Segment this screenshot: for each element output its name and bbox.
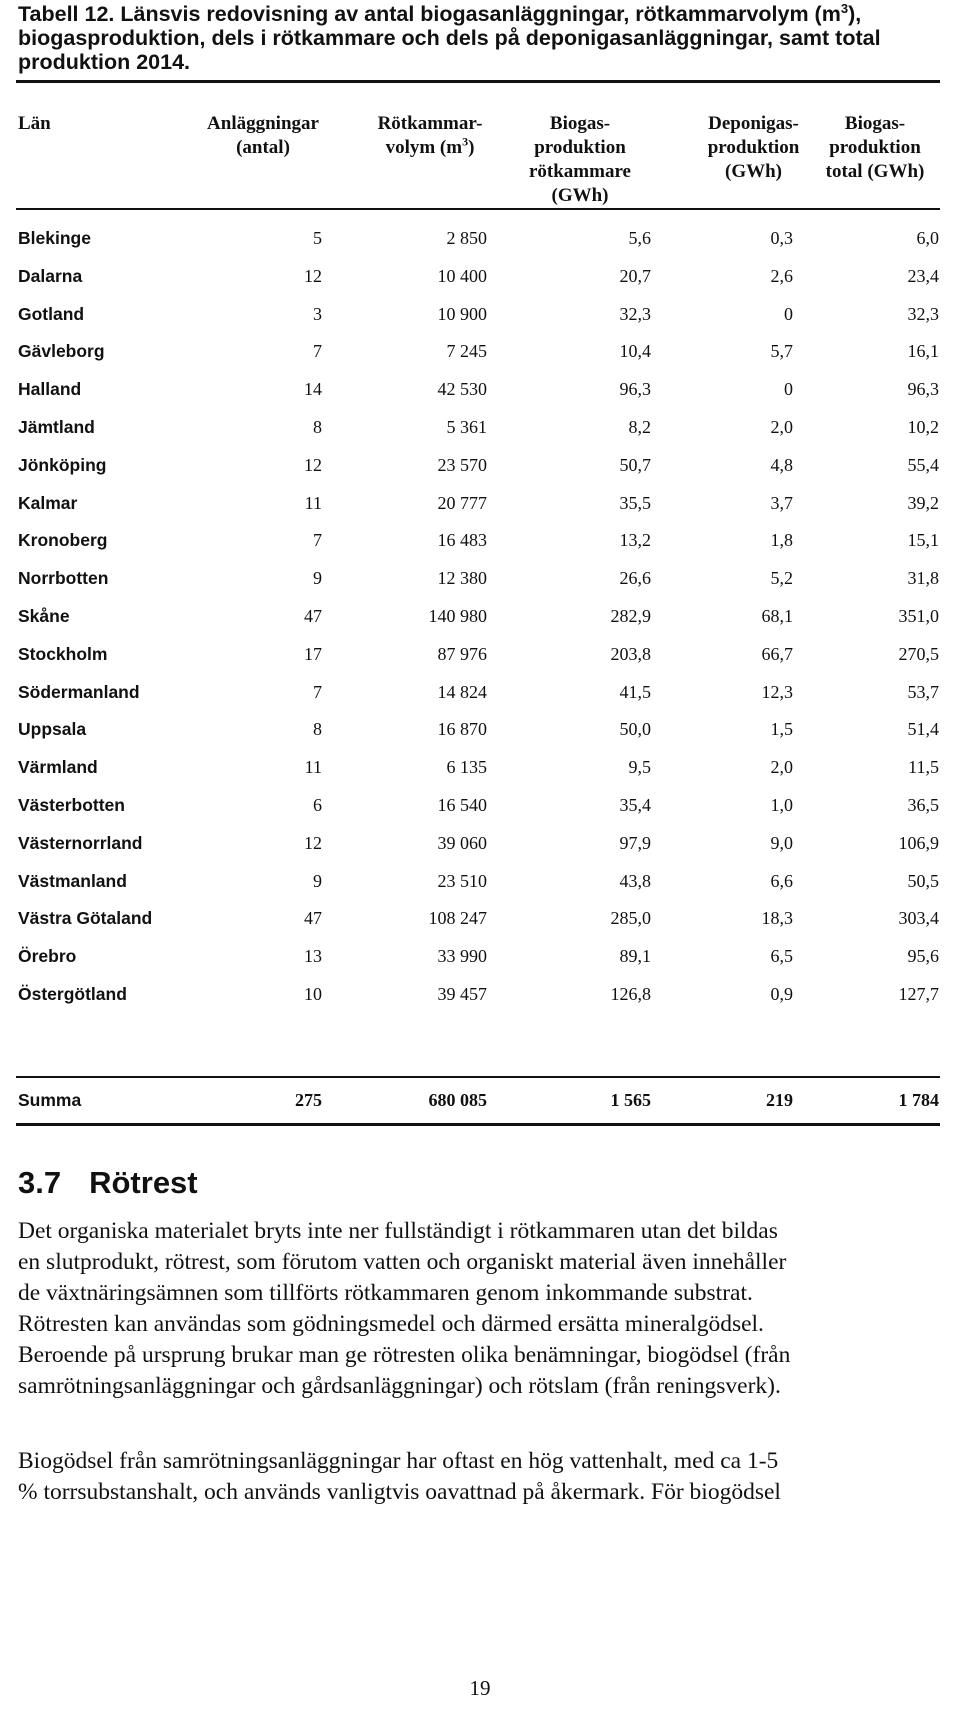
table-row <box>0 861 960 901</box>
sum-rotkammarvolym: 680 085 <box>428 1090 487 1110</box>
table-row <box>0 558 960 598</box>
sum-biogas-rotkammare: 1 565 <box>610 1090 651 1110</box>
caption-line-3: produktion 2014. <box>18 50 191 74</box>
biogas-total-cell: 55,4 <box>907 454 939 475</box>
rotkammarvolym-cell: 10 900 <box>437 303 487 324</box>
sum-label: Summa <box>18 1090 82 1110</box>
biogas-rotkammare-cell: 10,4 <box>619 341 651 362</box>
biogas-rotkammare-cell: 89,1 <box>619 946 651 967</box>
deponigas-cell: 66,7 <box>761 643 793 664</box>
biogas-rotkammare-cell: 41,5 <box>619 681 651 702</box>
county-name: Kalmar <box>18 492 78 513</box>
county-name: Skåne <box>18 606 70 626</box>
anlaggningar-cell: 12 <box>304 454 322 475</box>
biogas-rotkammare-cell: 13,2 <box>619 530 651 551</box>
rotkammarvolym-cell: 33 990 <box>437 946 487 967</box>
rotkammarvolym-cell: 20 777 <box>437 492 487 513</box>
table-row <box>0 898 960 938</box>
sum-anlaggningar: 275 <box>295 1090 322 1110</box>
deponigas-cell: 0 <box>784 379 793 400</box>
biogas-total-cell: 15,1 <box>907 530 939 551</box>
biogas-rotkammare-cell: 50,7 <box>619 454 651 475</box>
rotkammarvolym-cell: 5 361 <box>446 417 487 437</box>
biogas-total-cell: 10,2 <box>907 417 939 437</box>
biogas-total-cell: 106,9 <box>898 832 939 853</box>
rotkammarvolym-cell: 16 483 <box>437 530 487 551</box>
rotkammarvolym-cell: 12 380 <box>437 568 487 589</box>
header-rotkammarvolym: Rötkammar- volym $(m^3)$ <box>377 113 483 158</box>
table-bottom-rule <box>16 1123 940 1126</box>
table-row <box>0 936 960 976</box>
biogas-rotkammare-cell: 285,0 <box>610 908 651 929</box>
anlaggningar-cell: 7 <box>313 341 322 362</box>
rotkammarvolym-cell: 87 976 <box>437 643 487 664</box>
county-name: Örebro <box>18 946 77 967</box>
county-name: Stockholm <box>18 643 108 664</box>
anlaggningar-cell: 7 <box>313 681 322 702</box>
sum-deponigas: 219 <box>766 1090 793 1110</box>
biogas-rotkammare-cell: 97,9 <box>619 832 651 853</box>
biogas-rotkammare-cell: 20,7 <box>619 265 651 286</box>
table-row <box>0 407 960 447</box>
biogas-rotkammare-cell: 26,6 <box>619 568 651 589</box>
rotkammarvolym-cell: 140 980 <box>428 606 487 626</box>
biogas-rotkammare-cell: 50,0 <box>619 719 651 740</box>
section-heading <box>18 1163 198 1203</box>
deponigas-cell: 5,7 <box>770 341 793 362</box>
anlaggningar-cell: 5 <box>313 228 322 248</box>
rotkammarvolym-cell: 23 510 <box>437 870 487 891</box>
anlaggningar-cell: 3 <box>313 303 322 324</box>
biogas-total-cell: 96,3 <box>907 379 939 400</box>
caption-line-1: Tabell 12. Länsvis redovisning av antal biogasanläggningar, rötkammarvolym $(m^3)$, <box>18 0 862 26</box>
table-row <box>0 974 960 1014</box>
header-deponigas: Deponigas- produktion (GWh) <box>707 113 800 182</box>
biogas-total-cell: 36,5 <box>907 795 939 815</box>
table-row <box>0 445 960 485</box>
rotkammarvolym-cell: 42 530 <box>437 379 487 400</box>
deponigas-cell: 1,8 <box>770 530 793 551</box>
deponigas-cell: 9,0 <box>770 832 793 853</box>
biogas-rotkammare-cell: 32,3 <box>619 303 651 324</box>
table-row <box>0 331 960 371</box>
county-name: Västmanland <box>18 870 127 891</box>
anlaggningar-cell: 14 <box>304 379 322 400</box>
rotkammarvolym-cell: 2 850 <box>446 228 487 248</box>
paragraph-1 <box>18 1216 948 1402</box>
county-name: Kronoberg <box>18 530 108 551</box>
rotkammarvolym-cell: 6 135 <box>446 757 487 778</box>
table-caption <box>18 2 938 74</box>
anlaggningar-cell: 9 <box>313 870 322 891</box>
biogas-total-cell: 39,2 <box>907 492 939 513</box>
county-name: Gotland <box>18 303 85 324</box>
paragraph-line: samrötningsanläggningar och gårdsanläggningar) och rötslam (från reningsverk). <box>18 1373 781 1399</box>
header-lan: Län <box>18 113 51 134</box>
deponigas-cell: 0,3 <box>770 228 793 248</box>
table-row <box>0 294 960 334</box>
biogas-total-cell: 351,0 <box>898 606 939 626</box>
anlaggningar-cell: 8 <box>313 719 322 740</box>
biogas-total-cell: 270,5 <box>898 643 939 664</box>
biogas-total-cell: 11,5 <box>908 757 939 778</box>
deponigas-cell: 6,6 <box>770 870 793 891</box>
deponigas-cell: 5,2 <box>770 568 793 589</box>
anlaggningar-cell: 47 <box>304 606 322 626</box>
county-name: Östergötland <box>18 984 127 1004</box>
deponigas-cell: 1,5 <box>770 719 793 740</box>
biogas-rotkammare-cell: 35,5 <box>619 492 651 513</box>
paragraph-line: Beroende på ursprung brukar man ge rötresten olika benämningar, biogödsel (från <box>18 1342 791 1368</box>
table-header-rule <box>16 208 940 210</box>
table-row <box>0 785 960 825</box>
anlaggningar-cell: 12 <box>304 832 322 853</box>
biogas-total-cell: 50,5 <box>907 870 939 891</box>
biogas-rotkammare-cell: 282,9 <box>610 606 651 626</box>
sum-biogas-total: 1 784 <box>898 1090 939 1110</box>
biogas-total-cell: 23,4 <box>907 265 939 286</box>
county-name: Jämtland <box>18 417 95 437</box>
county-name: Norrbotten <box>18 568 109 589</box>
deponigas-cell: 4,8 <box>770 454 793 475</box>
anlaggningar-cell: 6 <box>313 795 322 815</box>
deponigas-cell: 68,1 <box>761 606 793 626</box>
deponigas-cell: 0 <box>784 303 793 324</box>
biogas-rotkammare-cell: 8,2 <box>628 417 651 437</box>
header-biogas-total: Biogas- produktion total (GWh) <box>825 113 925 182</box>
paragraph-line: % torrsubstanshalt, och används vanligtvis oavattnad på åkermark. För biogödsel <box>18 1479 781 1505</box>
header-anlaggningar: Anläggningar (antal) <box>207 113 319 158</box>
rotkammarvolym-cell: 23 570 <box>437 454 487 475</box>
anlaggningar-cell: 9 <box>313 568 322 589</box>
county-name: Västra Götaland <box>18 908 153 929</box>
county-name: Gävleborg <box>18 341 105 362</box>
biogas-rotkammare-cell: 203,8 <box>610 643 651 664</box>
rotkammarvolym-cell: 39 060 <box>437 832 487 853</box>
anlaggningar-cell: 13 <box>304 946 322 967</box>
anlaggningar-cell: 47 <box>304 908 322 929</box>
anlaggningar-cell: 7 <box>313 530 322 551</box>
table-row <box>0 634 960 674</box>
deponigas-cell: 12,3 <box>761 681 793 702</box>
county-name: Värmland <box>18 757 98 778</box>
anlaggningar-cell: 8 <box>313 417 322 437</box>
anlaggningar-cell: 10 <box>304 984 322 1004</box>
deponigas-cell: 18,3 <box>761 908 793 929</box>
anlaggningar-cell: 12 <box>304 265 322 286</box>
biogas-total-cell: 16,1 <box>907 341 939 362</box>
rotkammarvolym-cell: 39 457 <box>437 984 487 1004</box>
table-top-rule <box>16 80 940 83</box>
section-title: Rötrest <box>89 1165 198 1200</box>
anlaggningar-cell: 17 <box>304 643 322 664</box>
rotkammarvolym-cell: 108 247 <box>428 908 487 929</box>
deponigas-cell: 2,6 <box>770 265 793 286</box>
deponigas-cell: 1,0 <box>770 795 793 815</box>
biogas-total-cell: 31,8 <box>907 568 939 589</box>
table-sum-rule <box>16 1076 940 1078</box>
anlaggningar-cell: 11 <box>304 757 322 778</box>
county-name: Halland <box>18 379 82 400</box>
deponigas-cell: 6,5 <box>770 946 793 967</box>
county-name: Dalarna <box>18 265 83 286</box>
table-row <box>0 483 960 523</box>
paragraph-line: en slutprodukt, rötrest, som förutom vatten och organiskt material även innehåller <box>18 1249 787 1275</box>
table-row <box>0 823 960 863</box>
table-row <box>0 256 960 296</box>
table-row <box>0 218 960 258</box>
biogas-rotkammare-cell: 96,3 <box>619 379 651 400</box>
caption-line-2: biogasproduktion, dels i rötkammare och dels på deponigasanläggningar, samt total <box>18 26 881 50</box>
page-number: 19 <box>469 1676 491 1700</box>
county-name: Västernorrland <box>18 832 143 853</box>
biogas-rotkammare-cell: 43,8 <box>619 870 651 891</box>
rotkammarvolym-cell: 16 540 <box>437 795 487 815</box>
paragraph-line: Biogödsel från samrötningsanläggningar har oftast en hög vattenhalt, med ca 1-5 <box>18 1448 779 1474</box>
biogas-total-cell: 127,7 <box>898 984 939 1004</box>
biogas-rotkammare-cell: 5,6 <box>628 228 651 248</box>
county-name: Uppsala <box>18 719 87 740</box>
paragraph-line: de växtnäringsämnen som tillförts rötkammaren genom inkommande substrat. <box>18 1280 753 1306</box>
county-name: Blekinge <box>18 228 91 248</box>
rotkammarvolym-cell: 16 870 <box>437 719 487 740</box>
deponigas-cell: 2,0 <box>770 417 793 437</box>
table-sum-row <box>0 1080 960 1120</box>
county-name: Västerbotten <box>18 795 125 815</box>
paragraph-line: Rötresten kan användas som gödningsmedel och därmed ersätta mineralgödsel. <box>18 1311 764 1337</box>
biogas-rotkammare-cell: 35,4 <box>619 795 651 815</box>
biogas-total-cell: 51,4 <box>907 719 939 740</box>
rotkammarvolym-cell: 7 245 <box>446 341 487 362</box>
table-row <box>0 369 960 409</box>
rotkammarvolym-cell: 14 824 <box>437 681 487 702</box>
section-number: 3.7 <box>18 1165 62 1200</box>
table-row <box>0 709 960 749</box>
deponigas-cell: 2,0 <box>770 757 793 778</box>
biogas-total-cell: 303,4 <box>898 908 939 929</box>
county-name: Södermanland <box>18 681 140 702</box>
biogas-rotkammare-cell: 9,5 <box>628 757 651 778</box>
biogas-total-cell: 32,3 <box>907 303 939 324</box>
biogas-total-cell: 6,0 <box>916 228 939 248</box>
paragraph-2 <box>18 1446 948 1508</box>
biogas-total-cell: 53,7 <box>907 681 939 702</box>
anlaggningar-cell: 11 <box>304 492 322 513</box>
deponigas-cell: 0,9 <box>770 984 793 1004</box>
biogas-total-cell: 95,6 <box>907 946 939 967</box>
county-name: Jönköping <box>18 454 107 475</box>
paragraph-line: Det organiska materialet bryts inte ner fullständigt i rötkammaren utan det bildas <box>18 1218 778 1244</box>
rotkammarvolym-cell: 10 400 <box>437 265 487 286</box>
table-row <box>0 520 960 560</box>
table-row <box>0 596 960 636</box>
biogas-rotkammare-cell: 126,8 <box>610 984 651 1004</box>
header-biogas-rotkammare: Biogas- produktion rötkammare (GWh) <box>528 113 631 206</box>
deponigas-cell: 3,7 <box>770 492 793 513</box>
table-row <box>0 672 960 712</box>
table-row <box>0 747 960 787</box>
